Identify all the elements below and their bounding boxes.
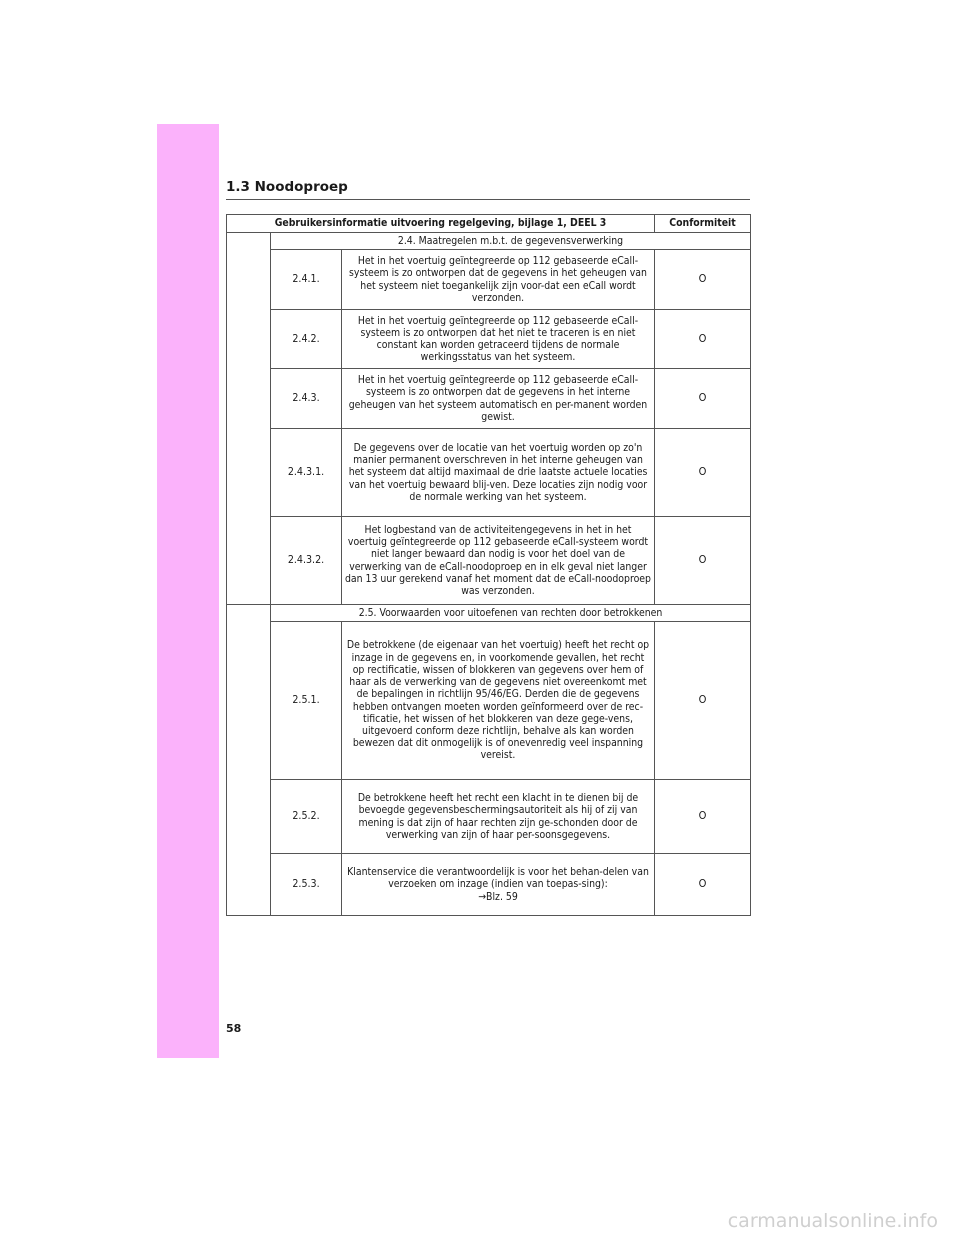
section-spacer	[227, 605, 271, 916]
section-spacer	[227, 233, 271, 605]
row-number: 2.4.3.1.	[271, 429, 342, 517]
row-text-body: Klantenservice die verantwoordelijk is voor het behan-delen van verzoeken om inzage (indien van toepas-sing):	[347, 866, 649, 891]
header-info: Gebruikersinformatie uitvoering regelgeving, bijlage 1, DEEL 3	[227, 215, 655, 233]
row-text: De gegevens over de locatie van het voertuig worden op zo'n manier permanent overschreven in het interne geheugen van het systeem dat altijd maximaal de drie laatste actuele locaties van het voertuig bewaard blij-ven. Deze locaties zijn nodig voor de normale werking van het systeem.	[342, 429, 655, 517]
conformity-table	[226, 214, 751, 916]
row-number: 2.4.2.	[271, 310, 342, 369]
header-conformity: Conformiteit	[655, 215, 751, 233]
row-number: 2.5.3.	[271, 854, 342, 916]
row-number: 2.4.1.	[271, 250, 342, 310]
row-number: 2.4.3.2.	[271, 517, 342, 605]
row-text: Het logbestand van de activiteitengegevens in het in het voertuig geïntegreerde op 112 gebaseerde eCall-systeem wordt niet langer bewaard dan nodig is voor het doel van de verwerking van de eCall-noodoproep en in elk geval niet langer dan 13 uur gerekend vanaf het moment dat de eCall-noodoproep was verzonden.	[342, 517, 655, 605]
section-label: 2.4. Maatregelen m.b.t. de gegevensverwerking	[271, 233, 751, 250]
row-text: De betrokkene heeft het recht een klacht in te dienen bij de bevoegde gegevensbeschermingsautoriteit als hij of zij van mening is dat zijn of haar rechten zijn ge-schonden door de verwerking van zijn of haar per-soonsgegevens.	[342, 780, 655, 854]
side-tab	[157, 124, 219, 1058]
row-text: Het in het voertuig geïntegreerde op 112 gebaseerde eCall-systeem is zo ontworpen dat het niet te traceren is en niet constant kan worden getraceerd tijdens de normale werkingsstatus van het systeem.	[342, 310, 655, 369]
page-reference-link[interactable]: →Blz. 59	[478, 890, 518, 903]
section-title: 1.3 Noodoproep	[226, 179, 750, 200]
row-text: Het in het voertuig geïntegreerde op 112 gebaseerde eCall-systeem is zo ontworpen dat de gegevens in het geheugen van het systeem niet toegankelijk zijn voor-dat een eCall wordt verzonden.	[342, 250, 655, 310]
row-text: Het in het voertuig geïntegreerde op 112 gebaseerde eCall-systeem is zo ontworpen dat de gegevens in het interne geheugen van het systeem automatisch en per-manent worden gewist.	[342, 369, 655, 429]
row-text	[342, 854, 655, 916]
section-label: 2.5. Voorwaarden voor uitoefenen van rechten door betrokkenen	[271, 605, 751, 622]
row-number: 2.5.2.	[271, 780, 342, 854]
row-conformity: O	[655, 517, 751, 605]
row-conformity: O	[655, 310, 751, 369]
watermark[interactable]: carmanualsonline.info	[727, 1210, 938, 1232]
row-number: 2.5.1.	[271, 622, 342, 780]
row-text: De betrokkene (de eigenaar van het voertuig) heeft het recht op inzage in de gegevens en, in voorkomende gevallen, het recht op rectificatie, wissen of blokkeren van gegevens over hem of haar als de verwerking van de gegevens niet overeenkomt met de bepalingen in richtlijn 95/46/EG. Derden die de gegevens hebben ontvangen moeten worden geïnformeerd over de rec-tificatie, het wissen of het blokkeren van deze gege-vens, uitgevoerd conform deze richtlijn, behalve als kan worden bewezen dat dit onmogelijk is of onevenredig veel inspanning vereist.	[342, 622, 655, 780]
page-number: 58	[226, 1022, 242, 1035]
row-conformity: O	[655, 622, 751, 780]
row-conformity: O	[655, 369, 751, 429]
row-number: 2.4.3.	[271, 369, 342, 429]
row-conformity: O	[655, 780, 751, 854]
row-conformity: O	[655, 250, 751, 310]
row-conformity: O	[655, 854, 751, 916]
row-conformity: O	[655, 429, 751, 517]
